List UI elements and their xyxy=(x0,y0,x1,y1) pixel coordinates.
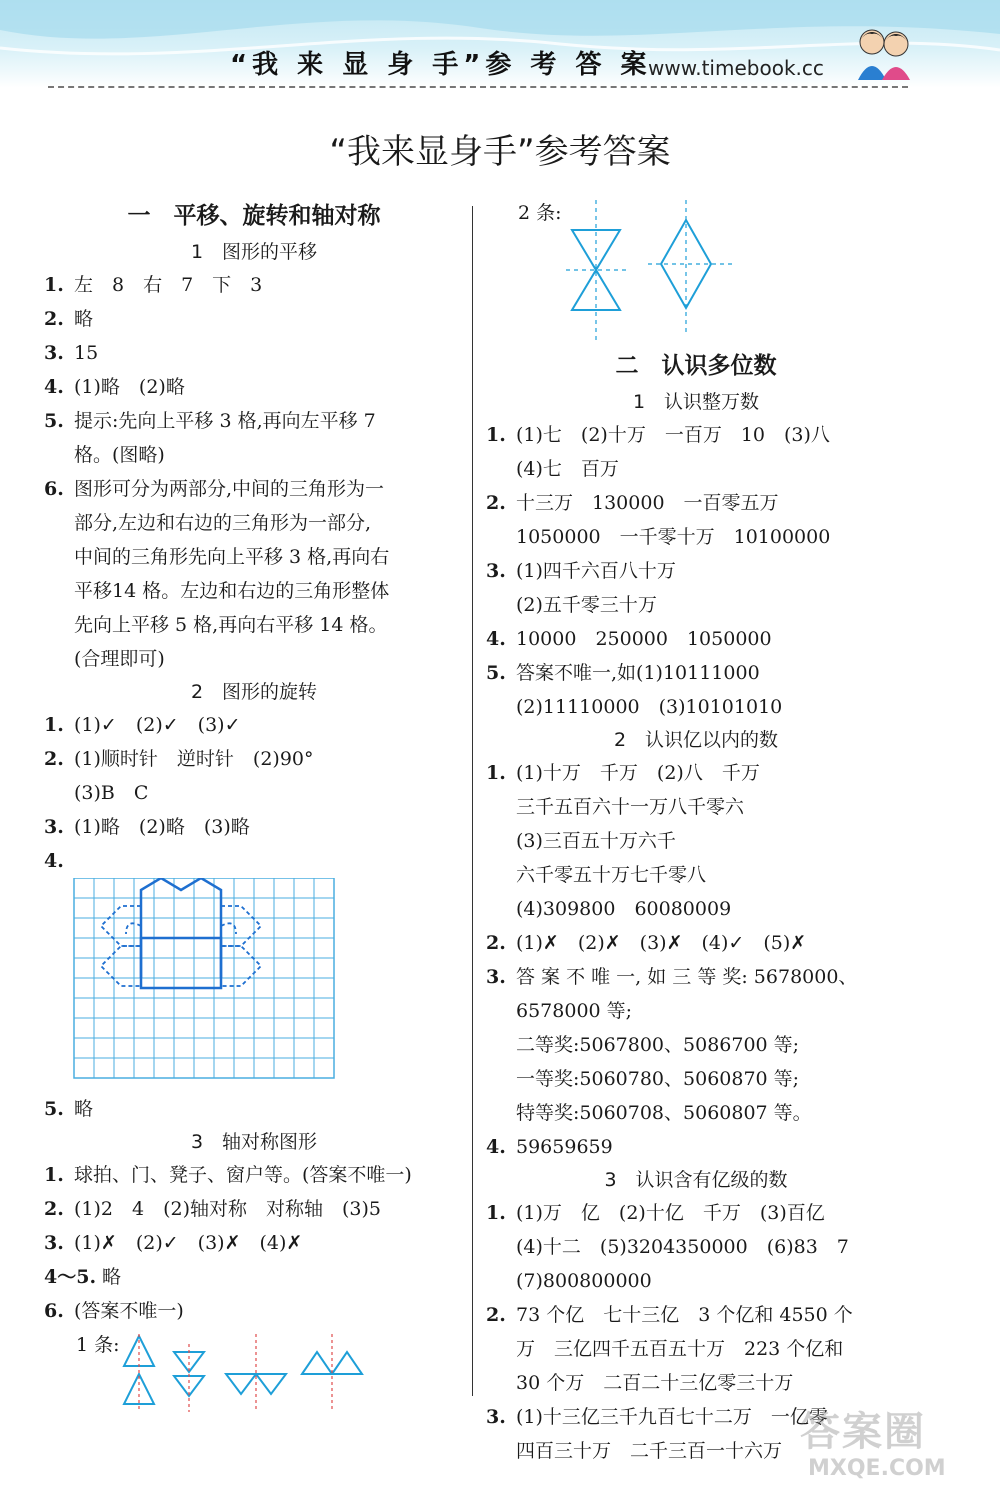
answer-item xyxy=(44,302,464,336)
item-number: 1. xyxy=(486,424,506,446)
item-number: 2. xyxy=(44,748,64,770)
item-text: 十三万 130000 一百零五万 xyxy=(516,492,779,514)
answer-item xyxy=(486,656,906,724)
item-text: 73 个亿 七十三亿 3 个亿和 4550 个 xyxy=(516,1304,853,1326)
answer-item xyxy=(44,268,464,302)
answer-item xyxy=(486,418,906,486)
kids-illustration-icon xyxy=(852,22,914,82)
answer-item xyxy=(44,1294,464,1328)
rotation-grid-figure xyxy=(44,878,464,1092)
item-continuation: 三千五百六十一万八千零六 (3)三百五十万六千 六千零五十万七千零八 (4)309800 60080009 xyxy=(516,796,745,920)
answer-list xyxy=(44,708,464,878)
item-number: 4. xyxy=(486,1136,506,1158)
item-text: (1)四千六百八十万 xyxy=(516,560,676,582)
one-axis-label: 1 条: xyxy=(76,1334,120,1356)
one-axis-figures xyxy=(44,1328,464,1418)
section-heading: 1 认识整万数 xyxy=(632,391,760,413)
item-text: 球拍、门、凳子、窗户等。(答案不唯一) xyxy=(74,1164,412,1186)
item-text: (1)十万 千万 (2)八 千万 xyxy=(516,762,760,784)
item-text: (1)十三亿三千九百七十二万 一亿零 xyxy=(516,1406,828,1428)
item-text: 略 xyxy=(74,308,94,330)
item-continuation: (2)11110000 (3)10101010 xyxy=(516,696,783,718)
item-number: 1. xyxy=(486,1202,506,1224)
item-number: 3. xyxy=(486,966,506,988)
page-header xyxy=(0,0,1000,88)
section-heading: 3 认识含有亿级的数 xyxy=(604,1169,788,1191)
answer-list xyxy=(44,268,464,676)
item-continuation: 四百三十万 二千三百一十六万 xyxy=(516,1440,783,1462)
item-continuation: 格。(图略) xyxy=(74,444,165,466)
answer-item xyxy=(44,742,464,810)
item-text: (1)略 (2)略 xyxy=(74,376,185,398)
item-text: (1)万 亿 (2)十亿 千万 (3)百亿 xyxy=(516,1202,825,1224)
right-column xyxy=(486,196,906,1468)
header-divider xyxy=(48,86,908,88)
item-text: (1)七 (2)十万 一百万 10 (3)八 xyxy=(516,424,830,446)
item-number: 4. xyxy=(486,628,506,650)
answer-item xyxy=(44,810,464,844)
answer-item xyxy=(44,472,464,676)
item-text: 答案不唯一,如(1)10111000 xyxy=(516,662,760,684)
item-text: 59659659 xyxy=(516,1136,613,1158)
answer-list xyxy=(44,1158,464,1328)
item-text: 提示:先向上平移 3 格,再向左平移 7 xyxy=(74,410,376,432)
item-number: 2. xyxy=(486,492,506,514)
item-number: 3. xyxy=(44,816,64,838)
page-title: “我来显身手”参考答案 xyxy=(329,132,671,172)
item-number: 2. xyxy=(44,1198,64,1220)
item-number: 2. xyxy=(486,932,506,954)
item-continuation: (4)七 百万 xyxy=(516,458,619,480)
item-number: 1. xyxy=(44,1164,64,1186)
one-axis-shapes xyxy=(114,1334,374,1414)
item-continuation: 部分,左边和右边的三角形为一部分, 中间的三角形先向上平移 3 格,再向右 平移14 格。左边和右边的三角形整体 先向上平移 5 格,再向右平移 14 格。 (合理即可) xyxy=(74,512,390,670)
item-number: 4. xyxy=(44,376,64,398)
answer-item xyxy=(486,486,906,554)
item-number: 6. xyxy=(44,1300,64,1322)
answer-item xyxy=(486,554,906,622)
item-number: 3. xyxy=(486,560,506,582)
item-number: 5. xyxy=(486,662,506,684)
section-heading: 2 认识亿以内的数 xyxy=(613,729,779,751)
answer-item xyxy=(44,844,464,878)
answer-item xyxy=(486,622,906,656)
answer-list xyxy=(486,756,906,1164)
answer-item xyxy=(486,1298,906,1400)
answer-item xyxy=(44,1092,464,1126)
item-continuation: (2)五千零三十万 xyxy=(516,594,657,616)
item-number: 3. xyxy=(486,1406,506,1428)
header-title: “我 来 显 身 手”参 考 答 案 xyxy=(230,50,652,80)
item-number: 5. xyxy=(44,1098,64,1120)
section-heading: 2 图形的旋转 xyxy=(190,681,318,703)
item-continuation: (3)B C xyxy=(74,782,149,804)
item-text: 15 xyxy=(74,342,99,364)
item-number: 4. xyxy=(44,850,64,872)
answer-item xyxy=(486,756,906,926)
item-text: 略 xyxy=(102,1266,122,1288)
grid-drawing xyxy=(44,878,464,1092)
item-continuation: 万 三亿四千五百五十万 223 个亿和 30 个万 二百二十三亿零三十万 xyxy=(516,1338,844,1394)
section-heading: 1 图形的平移 xyxy=(190,241,318,263)
item-continuation: 1050000 一千零十万 10100000 xyxy=(516,526,831,548)
item-continuation: (4)十二 (5)3204350000 (6)83 7 (7)800800000 xyxy=(516,1236,849,1292)
header-url: www.timebook.cc xyxy=(648,56,824,80)
item-text xyxy=(74,844,464,878)
item-number: 4～5. xyxy=(44,1266,97,1288)
answer-item xyxy=(44,370,464,404)
item-number: 6. xyxy=(44,478,64,500)
item-number: 5. xyxy=(44,410,64,432)
item-continuation: 6578000 等; 二等奖:5067800、5086700 等; 一等奖:5060780、5060870 等; 特等奖:5060708、5060807 等。 xyxy=(516,1000,812,1124)
answer-item xyxy=(44,708,464,742)
answer-item xyxy=(486,1196,906,1298)
item-text: (答案不唯一) xyxy=(74,1300,184,1322)
watermark-text: 答案圈 xyxy=(800,1409,926,1455)
answer-item xyxy=(44,336,464,370)
item-text: 略 xyxy=(74,1098,94,1120)
item-number: 2. xyxy=(44,308,64,330)
item-number: 1. xyxy=(44,714,64,736)
item-text: 图形可分为两部分,中间的三角形为一 xyxy=(74,478,385,500)
two-axis-figures xyxy=(486,196,906,346)
item-number: 3. xyxy=(44,342,64,364)
answer-item xyxy=(44,1260,464,1294)
item-text: (1)顺时针 逆时针 (2)90° xyxy=(74,748,314,770)
answer-list xyxy=(486,418,906,724)
answer-item xyxy=(44,1192,464,1226)
column-divider xyxy=(472,206,473,1396)
item-text: (1)略 (2)略 (3)略 xyxy=(74,816,250,838)
unit-heading: 二 认识多位数 xyxy=(615,353,777,379)
item-text: 左 8 右 7 下 3 xyxy=(74,274,263,296)
item-number: 3. xyxy=(44,1232,64,1254)
left-column xyxy=(44,196,464,1418)
answer-item xyxy=(44,1158,464,1192)
answer-item xyxy=(44,1226,464,1260)
two-axis-shapes xyxy=(556,200,756,340)
answer-item xyxy=(486,926,906,960)
unit-heading: 一 平移、旋转和轴对称 xyxy=(127,203,381,229)
section-heading: 3 轴对称图形 xyxy=(190,1131,318,1153)
watermark-subtext: MXQE.COM xyxy=(808,1456,946,1481)
item-number: 1. xyxy=(486,762,506,784)
item-text: (1)✗ (2)✗ (3)✗ (4)✓ (5)✗ xyxy=(516,932,807,954)
answer-item xyxy=(44,404,464,472)
item-text: (1)2 4 (2)轴对称 对称轴 (3)5 xyxy=(74,1198,382,1220)
two-axis-label: 2 条: xyxy=(518,202,562,224)
item-number: 2. xyxy=(486,1304,506,1326)
item-text: 答 案 不 唯 一, 如 三 等 奖: 5678000、 xyxy=(516,966,858,988)
answer-item xyxy=(486,1130,906,1164)
item-text: (1)✓ (2)✓ (3)✓ xyxy=(74,714,241,736)
item-number: 1. xyxy=(44,274,64,296)
answer-item xyxy=(486,960,906,1130)
item-text: 10000 250000 1050000 xyxy=(516,628,772,650)
item-text: (1)✗ (2)✓ (3)✗ (4)✗ xyxy=(74,1232,303,1254)
